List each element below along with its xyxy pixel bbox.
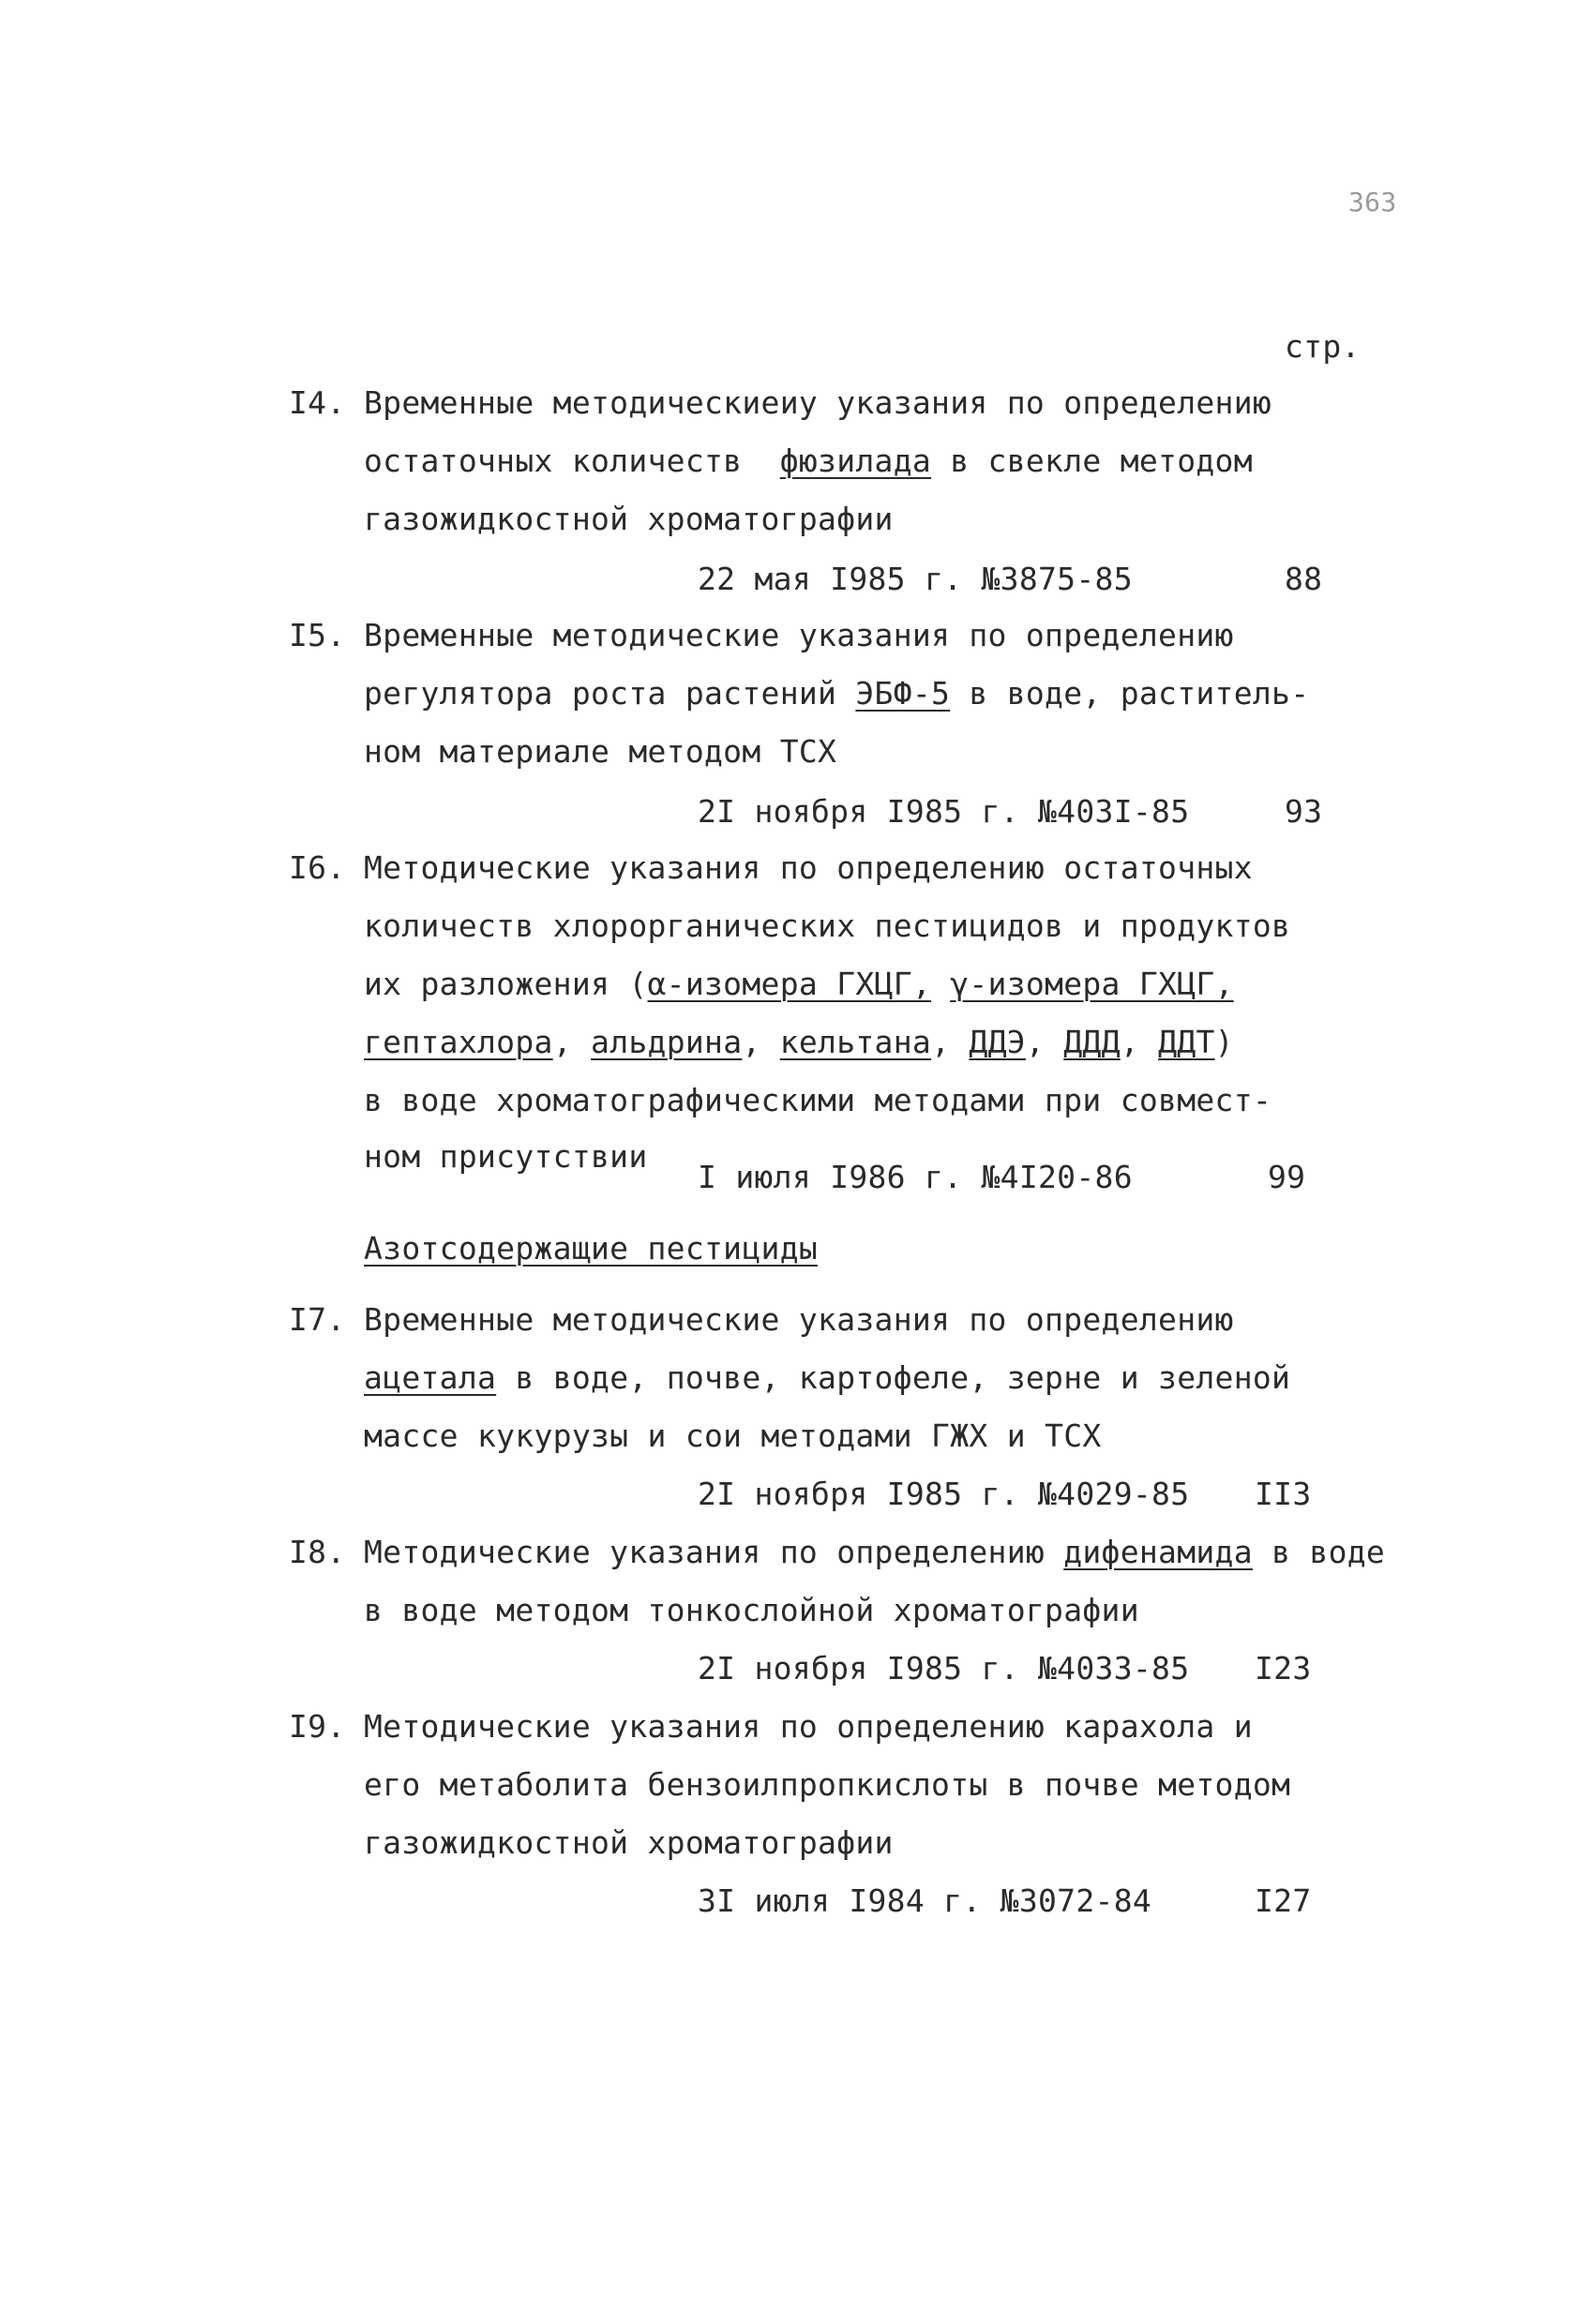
item-16-page: 99	[1268, 1159, 1306, 1195]
item-19-line-1: Методические указания по определению карахола и	[364, 1708, 1253, 1745]
item-14-number: I4.	[289, 384, 346, 421]
item-17-date-ref: 2I ноября I985 г. №4029-85	[698, 1476, 1190, 1512]
item-15-line-2: регулятора роста растений ЭБФ-5 в воде, раститель-	[364, 675, 1310, 712]
item-19-number: I9.	[289, 1708, 346, 1745]
item-16-underlined-keltan: кельтана	[779, 1024, 932, 1060]
item-14-date-ref: 22 мая I985 г. №3875-85	[698, 561, 1133, 597]
item-16-underlined-gamma: γ-изомера ГХЦГ,	[950, 966, 1234, 1002]
item-14-line-3: газожидкостной хроматографии	[364, 501, 894, 537]
item-14-line-2: остаточных количеств фюзилада в свекле методом	[364, 442, 1253, 479]
corner-page-mark: 363	[1348, 187, 1397, 217]
item-16-line-4: гептахлора, альдрина, кельтана, ДДЭ, ДДД, ДДТ)	[364, 1024, 1234, 1060]
item-18-line-1: Методические указания по определению дифенамида в воде	[364, 1534, 1386, 1570]
item-16-number: I6.	[289, 849, 346, 886]
item-15-underlined-term: ЭБФ-5	[855, 675, 951, 712]
item-15-date-ref: 2I ноября I985 г. №403I-85	[698, 793, 1190, 830]
item-16-underlined-alpha: α-изомера ГХЦГ,	[647, 966, 932, 1002]
item-19-date-ref: 3I июля I984 г. №3072-84	[698, 1882, 1152, 1919]
item-19-page: I27	[1255, 1882, 1312, 1919]
item-16-date-ref: I июля I986 г. №4I20-86	[698, 1159, 1133, 1195]
item-18-page: I23	[1255, 1650, 1312, 1687]
item-18-underlined-term: дифенамида	[1063, 1534, 1253, 1570]
item-18-line-2: в воде методом тонкослойной хроматографии	[364, 1592, 1139, 1628]
item-17-underlined-term: ацетала	[364, 1359, 497, 1396]
item-16-underlined-heptachlor: гептахлора	[364, 1024, 553, 1060]
item-14-page: 88	[1285, 561, 1323, 597]
item-16-line-3: их разложения (α-изомера ГХЦГ, γ-изомера ГХЦГ,	[364, 966, 1234, 1002]
item-14-line-1: Временные методическиеиу указания по определению	[364, 384, 1272, 421]
item-15-line-1: Временные методические указания по определению	[364, 617, 1234, 653]
page-column-header: стр.	[1285, 328, 1361, 365]
item-14-underlined-term: фюзилада	[779, 442, 932, 479]
item-18-number: I8.	[289, 1534, 346, 1570]
item-16-line-2: количеств хлорорганических пестицидов и продуктов	[364, 907, 1291, 944]
item-16-underlined-ddt: ДДТ	[1158, 1024, 1215, 1060]
item-15-line-3: ном материале методом ТСХ	[364, 733, 837, 770]
section-heading: Азотсодержащие пестициды	[364, 1230, 819, 1267]
item-18-date-ref: 2I ноября I985 г. №4033-85	[698, 1650, 1190, 1687]
item-16-line-5: в воде хроматографическими методами при совмест-	[364, 1082, 1272, 1118]
item-15-number: I5.	[289, 617, 346, 653]
item-16-underlined-dde: ДДЭ	[969, 1024, 1026, 1060]
item-16-line-1: Методические указания по определению остаточных	[364, 849, 1253, 886]
item-17-page: II3	[1255, 1476, 1312, 1512]
item-17-line-3: массе кукурузы и сои методами ГЖХ и ТСХ	[364, 1417, 1102, 1454]
item-15-page: 93	[1285, 793, 1323, 830]
item-17-line-1: Временные методические указания по определению	[364, 1301, 1234, 1338]
item-16-line-6: ном присутствии	[364, 1138, 648, 1175]
item-19-line-3: газожидкостной хроматографии	[364, 1824, 894, 1861]
item-16-underlined-aldrin: альдрина	[591, 1024, 743, 1060]
item-17-line-2: ацетала в воде, почве, картофеле, зерне и зеленой	[364, 1359, 1291, 1396]
item-17-number: I7.	[289, 1301, 346, 1338]
item-16-underlined-ddd: ДДД	[1063, 1024, 1121, 1060]
item-19-line-2: его метаболита бензоилпропкислоты в почве методом	[364, 1766, 1291, 1803]
